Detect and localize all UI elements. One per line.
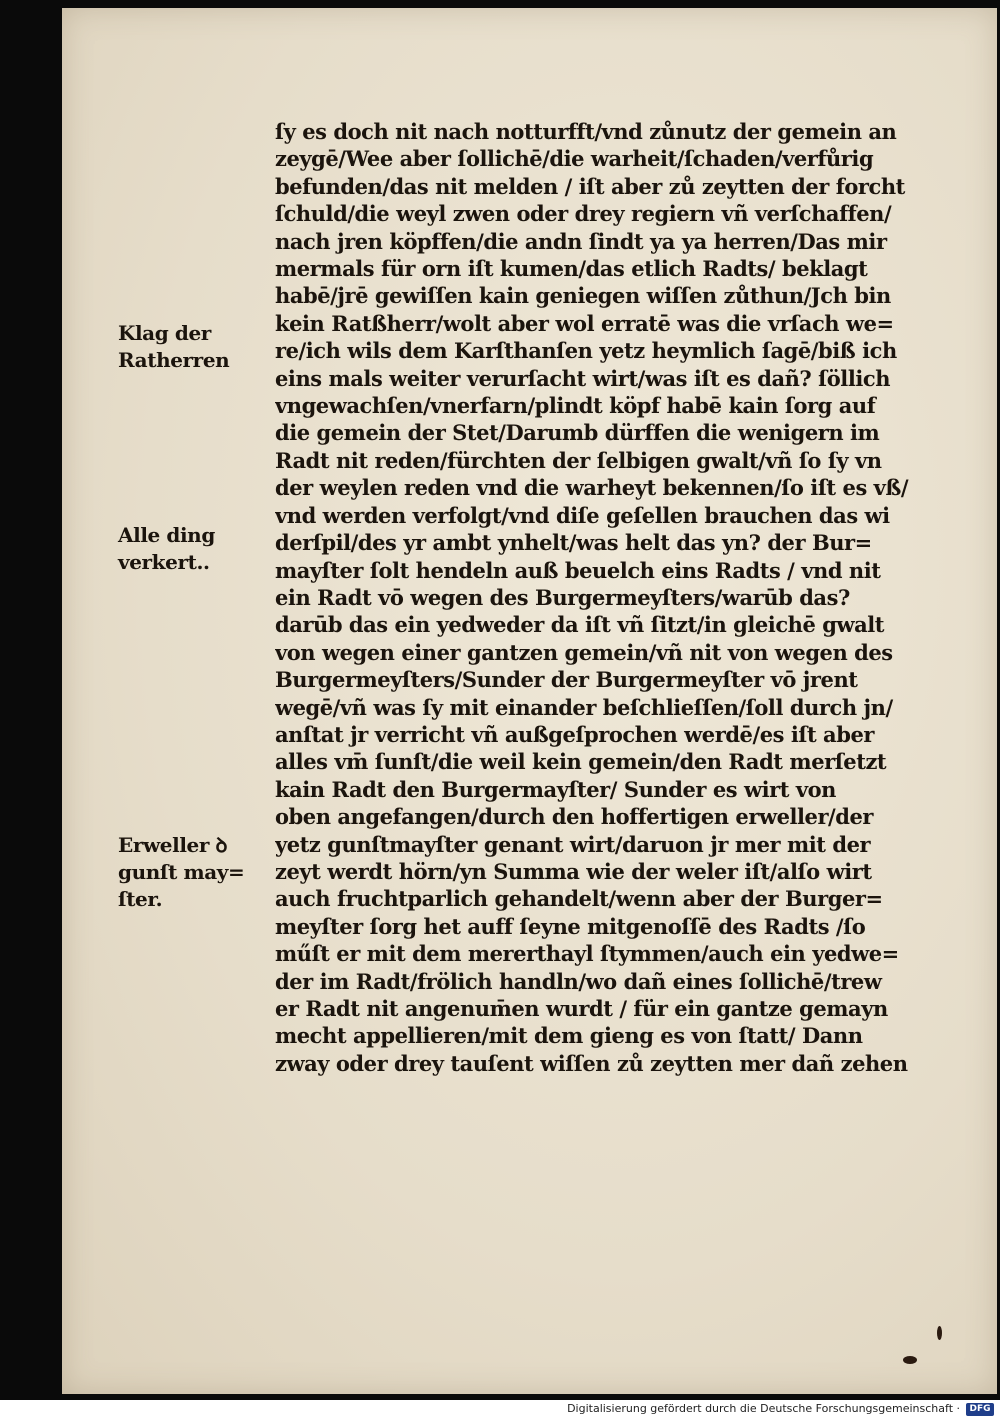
text-line: ſy es doch nit nach notturfft/vnd zůnutz der gemein an	[275, 119, 897, 144]
text-line: re/ich wils dem Karſthanſen yetz heymlich ſagē/biß ich	[275, 338, 897, 364]
text-line: vngewachſen/vnerfarn/plindt köpf habē kain ſorg auf	[275, 393, 876, 419]
text-line: Radt nit reden/fürchten der ſelbigen gwalt/vñ ſo ſy vn	[275, 447, 882, 473]
margin-note-line: ſter.	[118, 887, 163, 911]
text-line: zway oder drey tauſent wiſſen zů zeytten mer dañ zehen	[275, 1050, 908, 1076]
ink-mark	[937, 1326, 942, 1340]
margin-note-line: Erweller ꝺ	[118, 833, 228, 857]
text-line: ein Radt vō wegen des Burgermeyſters/warūb das?	[275, 584, 850, 610]
ink-mark	[903, 1356, 917, 1364]
body-text-column	[275, 118, 965, 1077]
text-line: zeyt werdt hörn/yn Summa wie der weler iſt/alſo wirt	[275, 858, 872, 884]
text-line: derſpil/des yr ambt ynhelt/was helt das yn? der Bur=	[275, 530, 872, 556]
footer-bar	[0, 1400, 1000, 1420]
text-line: die gemein der Stet/Darumb dürffen die wenigern im	[275, 420, 880, 446]
margin-note-line: verkert..	[118, 550, 210, 574]
dfg-logo: DFG	[966, 1403, 994, 1416]
text-line: wegē/vñ was ſy mit einander beſchlieſſen/ſoll durch jn/	[275, 694, 893, 720]
text-line: alles vm̄ ſunſt/die weil kein gemein/den Radt merſetzt	[275, 749, 887, 775]
text-line: meyſter ſorg het auff ſeyne mitgenoſſē des Radts /ſo	[275, 913, 866, 939]
text-line: anſtat jr verricht vñ außgeſprochen werdē/es iſt aber	[275, 721, 874, 747]
margin-note-line: gunſt may=	[118, 860, 245, 884]
text-line: yetz gunſtmayſter genant wirt/daruon jr mer mit der	[275, 831, 871, 857]
margin-note-alle-ding	[118, 522, 268, 576]
text-line: eins mals weiter verurſacht wirt/was iſt es dañ? ſöllich	[275, 365, 891, 391]
text-line: darūb das ein yedweder da iſt vñ ſitzt/in gleichē gwalt	[275, 612, 885, 638]
text-line: der im Radt/frölich handln/wo dañ eines ſollichē/trew	[275, 968, 882, 994]
footer-credit: Digitalisierung gefördert durch die Deutsche Forschungsgemeinschaft ·	[567, 1402, 960, 1415]
text-line: der weylen reden vnd die warheyt bekennen/ſo iſt es vß/	[275, 475, 909, 501]
text-line: mayſter ſolt hendeln auß beuelch eins Radts / vnd nit	[275, 557, 881, 583]
margin-note-klag	[118, 320, 268, 374]
text-line: ſchuld/die weyl zwen oder drey regiern vñ verſchaffen/	[275, 201, 892, 227]
text-line: zeygē/Wee aber ſollichē/die warheit/ſchaden/verfůrig	[275, 146, 874, 172]
text-line: műſt er mit dem mererthayl ſtymmen/auch ein yedwe=	[275, 941, 899, 967]
margin-note-line: Alle ding	[118, 523, 215, 547]
text-line: er Radt nit angenum̄en wurdt / für ein gantze gemayn	[275, 996, 888, 1021]
text-line: mermals für orn iſt kumen/das etlich Radts/ beklagt	[275, 256, 868, 282]
text-line: Burgermeyſters/Sunder der Burgermeyſter vō jrent	[275, 667, 858, 693]
text-line: befunden/das nit melden / iſt aber zů zeytten der forcht	[275, 173, 905, 199]
text-line: habē/jrē gewiſſen kain geniegen wiſſen zůthun/Jch bin	[275, 283, 891, 309]
text-line: kain Radt den Burgermayſter/ Sunder es wirt von	[275, 776, 837, 802]
text-line: kein Ratßherr/wolt aber wol erratē was die vrſach we=	[275, 310, 894, 336]
margin-note-line: Klag der	[118, 321, 211, 345]
margin-note-line: Ratherren	[118, 348, 230, 372]
text-line: oben angefangen/durch den hoffertigen erweller/der	[275, 804, 874, 830]
margin-note-erweller	[118, 832, 268, 913]
text-line: auch fruchtparlich gehandelt/wenn aber der Burger=	[275, 886, 883, 912]
text-line: nach jren köpffen/die andn ſindt ya ya herren/Das mir	[275, 228, 887, 254]
text-line: von wegen einer gantzen gemein/vñ nit von wegen des	[275, 639, 893, 665]
text-line: mecht appellieren/mit dem gieng es von ſtatt/ Dann	[275, 1023, 863, 1049]
text-line: vnd werden verfolgt/vnd diſe geſellen brauchen das wi	[275, 502, 890, 528]
